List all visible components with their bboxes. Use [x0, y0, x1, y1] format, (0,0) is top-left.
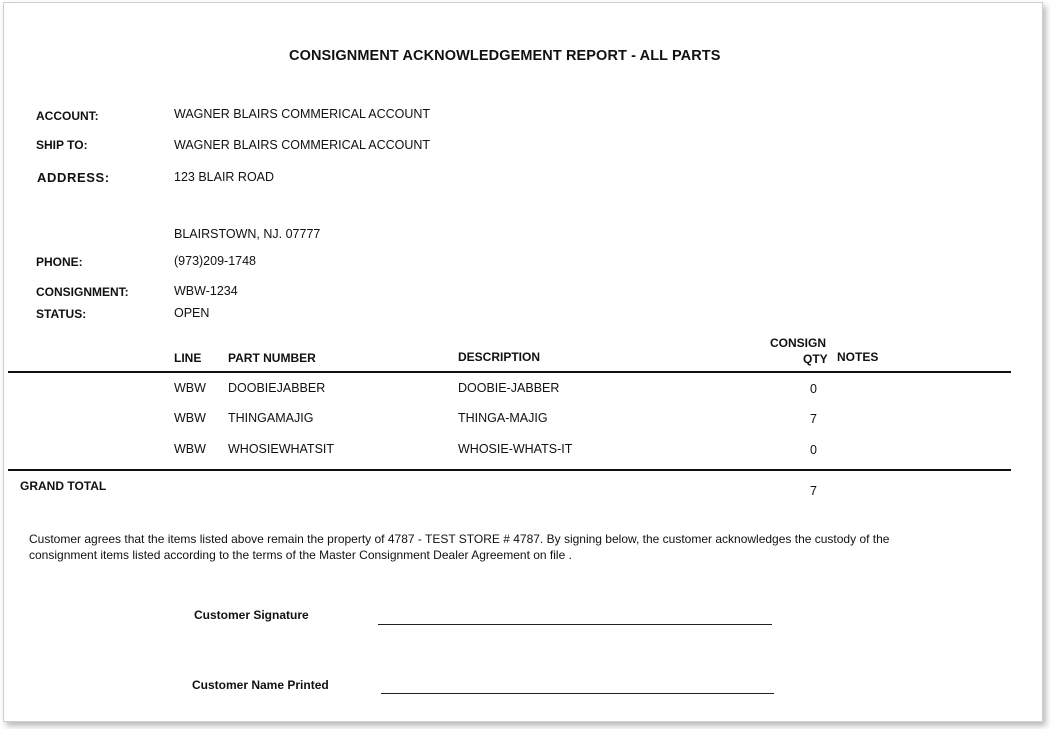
status-value: OPEN — [174, 306, 210, 320]
address-line-1: 123 BLAIR ROAD — [174, 170, 275, 184]
grand-total-label: GRAND TOTAL — [20, 479, 107, 493]
customer-signature-label: Customer Signature — [194, 608, 309, 622]
column-header-part-number: PART NUMBER — [228, 351, 316, 365]
column-header-description: DESCRIPTION — [458, 350, 541, 364]
row-3-part-number: WHOSIEWHATSIT — [228, 442, 335, 456]
ship-to-label: SHIP TO: — [36, 138, 88, 152]
customer-name-printed-label: Customer Name Printed — [192, 678, 329, 692]
grand-total-value: 7 — [810, 484, 817, 498]
row-1-line: WBW — [174, 381, 206, 395]
account-value: WAGNER BLAIRS COMMERICAL ACCOUNT — [174, 107, 431, 121]
row-3-line: WBW — [174, 442, 206, 456]
address-label: ADDRESS: — [37, 170, 110, 185]
ship-to-value: WAGNER BLAIRS COMMERICAL ACCOUNT — [174, 138, 431, 152]
column-header-notes: NOTES — [837, 350, 879, 364]
customer-name-printed-line[interactable] — [381, 693, 774, 694]
consignment-value: WBW-1234 — [174, 284, 238, 298]
phone-label: PHONE: — [36, 255, 83, 269]
row-3-qty: 0 — [810, 443, 817, 457]
table-header-rule — [8, 371, 1011, 373]
column-header-qty: QTY — [803, 352, 828, 366]
address-line-2: BLAIRSTOWN, NJ. 07777 — [174, 227, 321, 241]
row-3-description: WHOSIE-WHATS-IT — [458, 442, 573, 456]
row-1-qty: 0 — [810, 382, 817, 396]
table-footer-rule — [8, 469, 1011, 471]
row-1-part-number: DOOBIEJABBER — [228, 381, 326, 395]
phone-value: (973)209-1748 — [174, 254, 257, 268]
row-2-part-number: THINGAMAJIG — [228, 411, 314, 425]
row-2-line: WBW — [174, 411, 206, 425]
status-label: STATUS: — [36, 307, 87, 321]
column-header-line: LINE — [174, 351, 202, 365]
consignment-label: CONSIGNMENT: — [36, 285, 129, 299]
customer-signature-line[interactable] — [378, 624, 772, 625]
agreement-text: Customer agrees that the items listed above remain the property of 4787 - TEST STORE # 4787. By signing below, the customer acknowledges the custody of the consignment items listed according to the terms of the Master Consignment Dealer Agreement on file . — [29, 532, 890, 562]
column-header-consign: CONSIGN — [770, 336, 827, 350]
report-title: CONSIGNMENT ACKNOWLEDGEMENT REPORT - ALL PARTS — [289, 48, 721, 64]
report-page — [3, 2, 1043, 722]
row-2-description: THINGA-MAJIG — [458, 411, 548, 425]
account-label: ACCOUNT: — [36, 109, 99, 123]
row-2-qty: 7 — [810, 412, 817, 426]
row-1-description: DOOBIE-JABBER — [458, 381, 560, 395]
